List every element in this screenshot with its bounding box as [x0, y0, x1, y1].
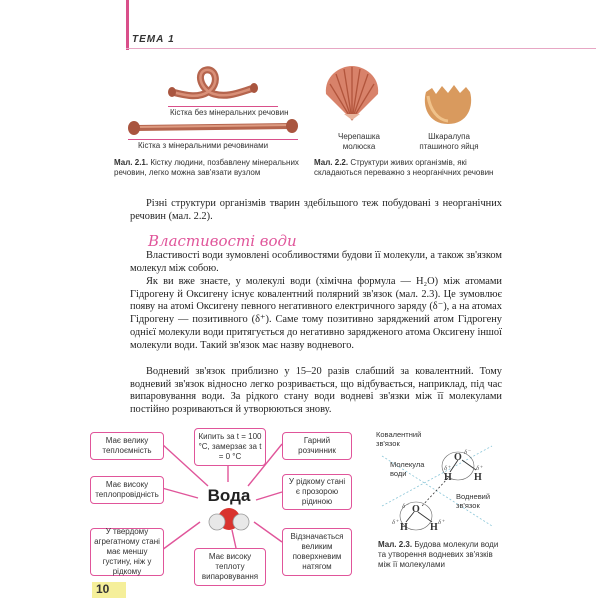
fig-2-1-number: Мал. 2.1. — [114, 158, 149, 167]
intro-paragraph — [130, 198, 502, 223]
fig-2-1-text: Кістку людини, позбавлену мінеральних речовин, легко можна зав'язати вузлом — [114, 158, 299, 177]
oxygen-charge-2: δ⁻ — [402, 503, 409, 510]
label-water-molecule: Молекула води — [390, 460, 425, 478]
property-boiling-freezing: Кипить за t = 100 °С, замерзає за t = 0 °С — [194, 428, 266, 466]
label-covalent-bond: Ковалентний зв'язок — [376, 430, 422, 448]
intro-text: Різні структури організмів тварин здебільшого теж побудовані з неорганічних речовин (мал. 2.2). — [130, 198, 502, 222]
fig-2-2-caption — [314, 158, 500, 178]
hydrogen-atom-1a: H — [444, 472, 452, 483]
property-transparent: У рідкому стані є прозорою рідиною — [282, 474, 352, 510]
hydrogen-atom-1b: H — [474, 472, 482, 483]
paragraph-1-text: Властивості води зумовлені особливостями будови її молекули, а також зв'язком молекул між собою. — [130, 250, 502, 274]
oxygen-atom-2: O — [412, 504, 420, 515]
hydrogen-bond-figure — [372, 426, 500, 536]
bone-knot-illustration — [168, 62, 258, 104]
oxygen-charge-1: δ⁻ — [464, 449, 471, 456]
hydrogen-atom-2b: H — [430, 522, 438, 533]
bone-straight-underline — [128, 139, 298, 140]
fig-2-2-text: Структури живих організмів, які складаються переважно з неорганічних речовин — [314, 158, 494, 177]
eggshell-illustration — [420, 66, 476, 126]
fig-2-3-number: Мал. 2.3. — [378, 540, 413, 549]
paragraph-3 — [130, 366, 502, 417]
fig-2-1-caption — [114, 158, 304, 178]
water-molecule-model — [206, 504, 252, 534]
water-properties-diagram — [86, 424, 366, 588]
paragraph-2 — [130, 276, 502, 352]
property-solvent: Гарний розчинник — [282, 432, 352, 460]
hydrogen-charge-2a: δ⁺ — [392, 519, 399, 526]
property-surface-tension: Відзначається великим поверхневим натягом — [282, 528, 352, 576]
property-heat-capacity: Має велику теплоємність — [90, 432, 164, 460]
fig-2-2-number: Мал. 2.2. — [314, 158, 349, 167]
eggshell-label: Шкаралупа пташиного яйця — [419, 132, 479, 151]
diagram-center-title: Вода — [207, 486, 251, 505]
paragraph-1 — [130, 250, 502, 275]
paragraph-3-text: Водневий зв'язок приблизно у 15–20 разів слабший за ковалентний. Тому водневий зв'язок відносно легко розривається, що відбувається, наприклад, під час випаровування води. За рідкого стану води водневі зв'язки між її молекулами постійно розриваються й утворюються знову. — [130, 366, 502, 416]
property-vaporization-heat: Має високу теплоту випаровування — [194, 548, 266, 586]
bone-knot-underline — [168, 106, 278, 107]
hydrogen-charge-1a: δ⁺ — [444, 465, 451, 472]
theme-accent-bar — [126, 0, 129, 50]
mollusc-shell-illustration — [322, 64, 382, 122]
hydrogen-charge-2b: δ⁺ — [438, 519, 445, 526]
oxygen-atom-1: O — [454, 452, 462, 463]
bone-straight-label: Кістка з мінеральними речовинами — [138, 141, 269, 150]
shell-label: Черепашка молюска — [337, 132, 380, 151]
header-divider — [126, 48, 596, 49]
theme-label: ТЕМА 1 — [132, 34, 175, 45]
property-thermal-conductivity: Має високу теплопровідність — [90, 476, 164, 504]
label-hydrogen-bond: Водневий зв'язок — [456, 492, 491, 510]
section-title: Властивості води — [148, 232, 297, 250]
paragraph-2-text: Як ви вже знаєте, у молекулі води (хімічна формула — H₂O) між атомами Гідрогену й Оксигену існує ковалентний полярний зв'язок (мал. 2.3). Це зумовлює появу на атомі Оксигену певного негативного електричного заряду (δ⁻), а на атомах Гідрогену — позитивного (δ⁺). Саме тому позитивно заряджений атом Гідрогену однієї молекули води притягується до негативно зарядженого атома Оксигену іншої молекули води. Такий зв'язок має назву водневого. — [130, 276, 502, 351]
fig-2-3-text: Будова молекули води та утворення водневих зв'язків між її молекулами — [378, 540, 499, 569]
property-solid-density: У твердому агрегатному стані має меншу густину, ніж у рідкому — [90, 528, 164, 576]
hydrogen-charge-1b: δ⁺ — [476, 465, 483, 472]
bone-straight-illustration — [128, 116, 298, 138]
fig-2-3-caption — [378, 540, 502, 570]
bone-knot-label: Кістка без мінеральних речовин — [170, 108, 289, 117]
hydrogen-atom-2a: H — [400, 522, 408, 533]
page-number: 10 — [96, 582, 110, 596]
